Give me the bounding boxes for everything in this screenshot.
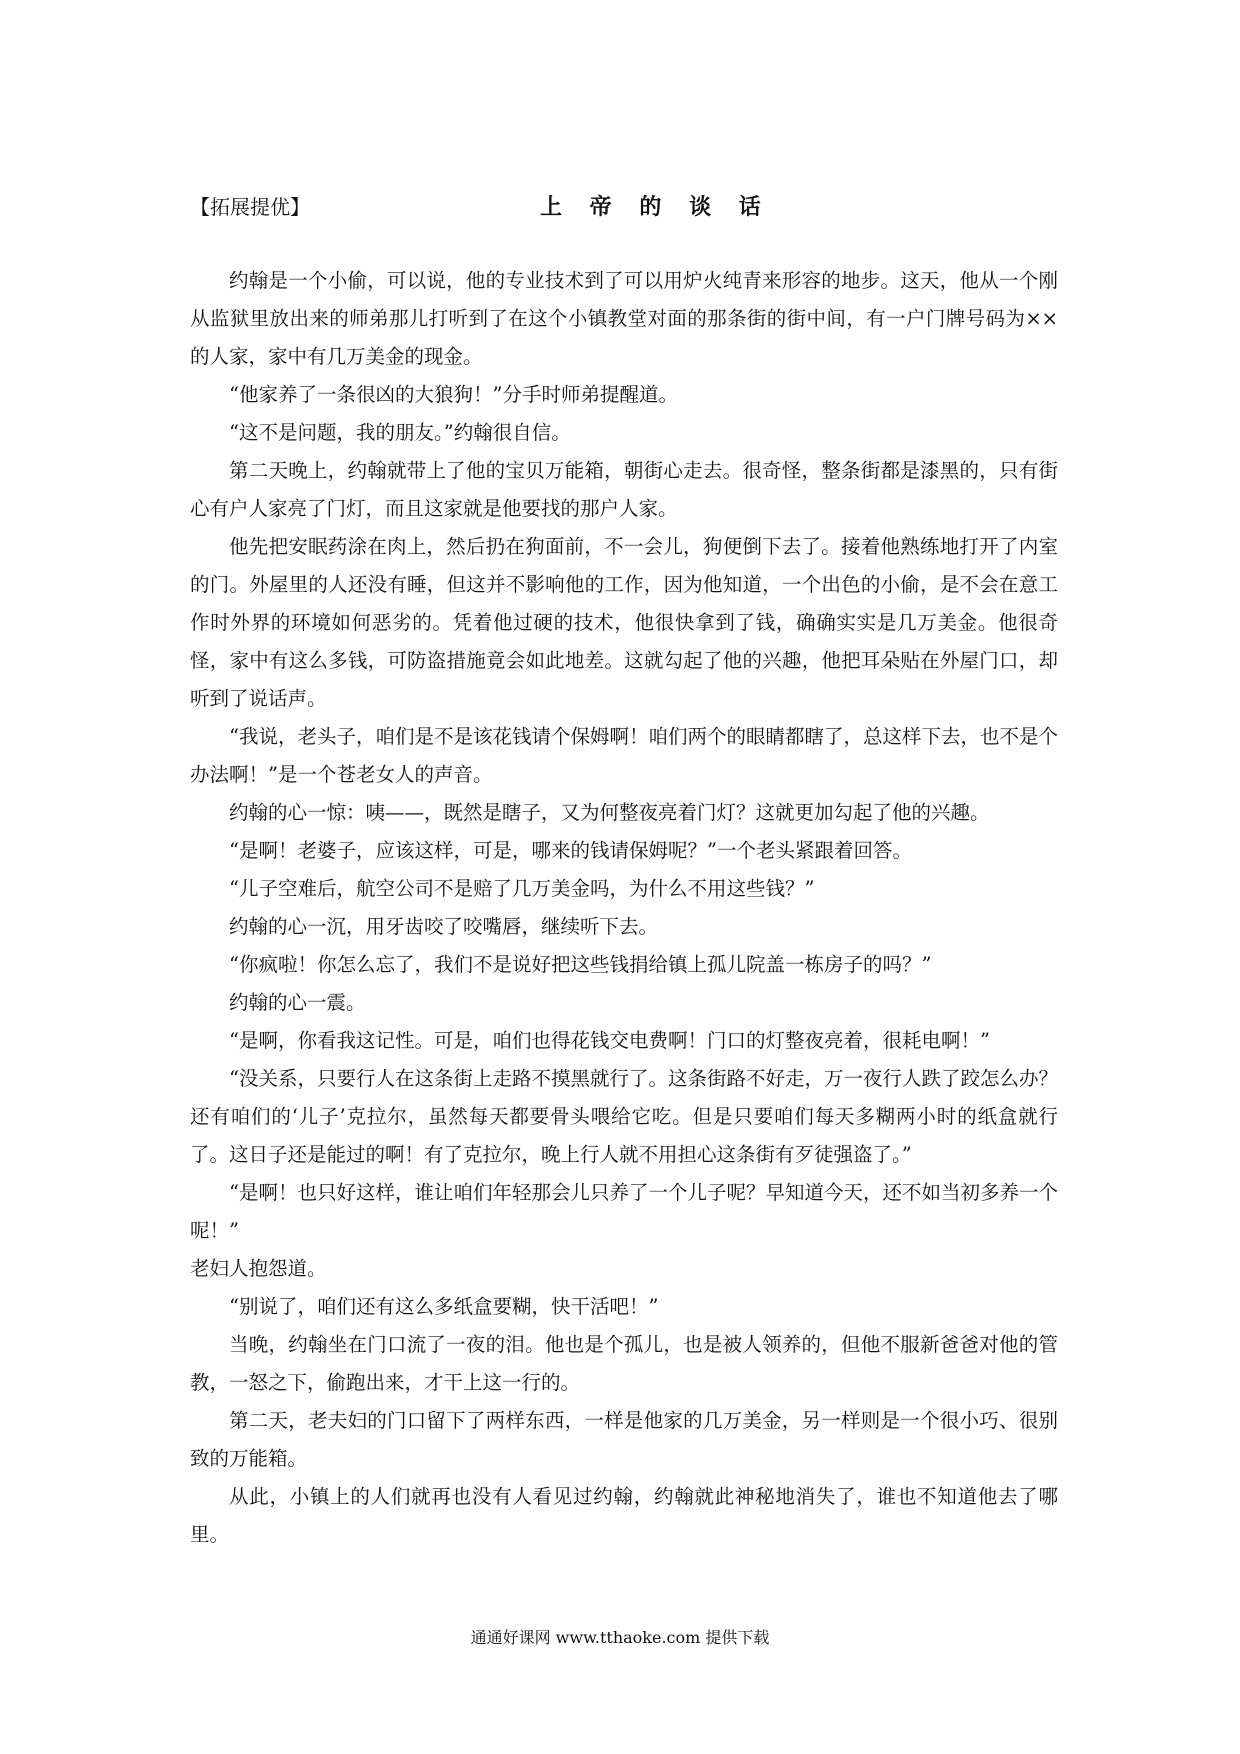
paragraph: “别说了，咱们还有这么多纸盒要糊，快干活吧！” [229, 1295, 659, 1318]
paragraph: 从此，小镇上的人们就再也没有人看见过约翰，约翰就此神秘地消失了，谁也不知道他去了哪里。 [190, 1485, 1058, 1546]
paragraph: “他家养了一条很凶的大狼狗！”分手时师弟提醒道。 [229, 383, 678, 406]
paragraph: 约翰的心一震。 [229, 991, 366, 1014]
paragraph: 第二天，老夫妇的门口留下了两样东西，一样是他家的几万美金，另一样则是一个很小巧、很别致的万能箱。 [190, 1409, 1058, 1470]
page-footer: 通通好课网 www.tthaoke.com 提供下载 [470, 1628, 770, 1647]
paragraph: “是啊！也只好这样，谁让咱们年轻那会儿只养了一个儿子呢？早知道今天，还不如当初多养一个呢！” [190, 1181, 1058, 1242]
paragraph: 约翰的心一惊：咦——，既然是瞎子，又为何整夜亮着门灯？这就更加勾起了他的兴趣。 [229, 801, 990, 824]
paragraph: “你疯啦！你怎么忘了，我们不是说好把这些钱捐给镇上孤儿院盖一栋房子的吗？” [229, 953, 932, 976]
paragraph: “是啊！老婆子，应该这样，可是，哪来的钱请保姆呢？”一个老头紧跟着回答。 [229, 839, 912, 862]
paragraph: 他先把安眠药涂在肉上，然后扔在狗面前，不一会儿，狗便倒下去了。接着他熟练地打开了内室的门。外屋里的人还没有睡，但这并不影响他的工作，因为他知道，一个出色的小偷，是不会在意工作时外界的环境如何恶劣的。凭着他过硬的技术，他很快拿到了钱，确确实实是几万美金。他很奇怪，家中有这么多钱，可防盗措施竟会如此地差。这就勾起了他的兴趣，他把耳朵贴在外屋门口，却听到了说话声。 [190, 535, 1058, 710]
article-body [190, 262, 1058, 1554]
paragraph: 当晚，约翰坐在门口流了一夜的泪。他也是个孤儿，也是被人领养的，但他不服新爸爸对他的管教，一怒之下，偷跑出来，才干上这一行的。 [190, 1333, 1058, 1394]
paragraph: 第二天晚上，约翰就带上了他的宝贝万能箱，朝街心走去。很奇怪，整条街都是漆黑的，只有街心有户人家亮了门灯，而且这家就是他要找的那户人家。 [190, 459, 1058, 520]
paragraph: “这不是问题，我的朋友。”约翰很自信。 [229, 421, 571, 444]
paragraph: 老妇人抱怨道。 [190, 1257, 327, 1280]
page-title: 上 帝 的 谈 话 [540, 194, 771, 220]
paragraph: “我说，老头子，咱们是不是该花钱请个保姆啊！咱们两个的眼睛都瞎了，总这样下去，也不是个办法啊！”是一个苍老女人的声音。 [190, 725, 1058, 786]
paragraph: “没关系，只要行人在这条街上走路不摸黑就行了。这条街路不好走，万一夜行人跌了跤怎么办？还有咱们的‘儿子’克拉尔，虽然每天都要骨头喂给它吃。但是只要咱们每天多糊两小时的纸盒就行了。这日子还是能过的啊！有了克拉尔，晚上行人就不用担心这条街有歹徒强盗了。” [190, 1067, 1058, 1166]
paragraph: 约翰的心一沉，用牙齿咬了咬嘴唇，继续听下去。 [229, 915, 659, 938]
paragraph: 约翰是一个小偷，可以说，他的专业技术到了可以用炉火纯青来形容的地步。这天，他从一个刚从监狱里放出来的师弟那儿打听到了在这个小镇教堂对面的那条街的街中间，有一户门牌号码为××的人家，家中有几万美金的现金。 [190, 269, 1058, 368]
paragraph: “是啊，你看我这记性。可是，咱们也得花钱交电费啊！门口的灯整夜亮着，很耗电啊！” [229, 1029, 990, 1052]
paragraph: “儿子空难后，航空公司不是赔了几万美金吗，为什么不用这些钱？” [229, 877, 815, 900]
section-tag: 【拓展提优】 [190, 195, 310, 219]
